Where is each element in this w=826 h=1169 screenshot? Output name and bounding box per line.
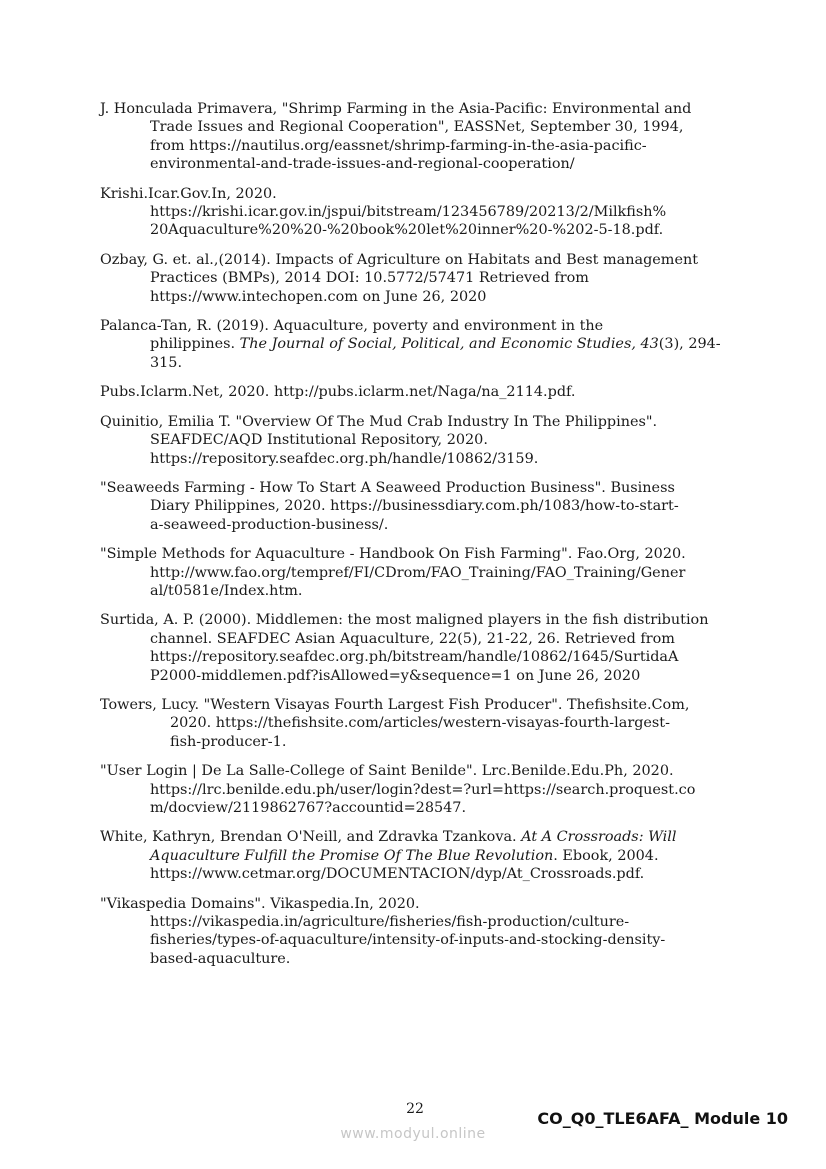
reference-line <box>100 828 728 846</box>
reference-line: fish-producer-1. <box>170 733 287 750</box>
module-code: CO_Q0_TLE6AFA_ Module 10 <box>537 1109 788 1128</box>
reference-line <box>100 847 728 865</box>
reference-line: Practices (BMPs), 2014 DOI: 10.5772/57471 Retrieved from <box>150 270 589 287</box>
reference-line: "Simple Methods for Aquaculture - Handbook On Fish Farming". Fao.Org, 2020. <box>100 546 686 563</box>
reference-line: Ozbay, G. et. al.,(2014). Impacts of Agriculture on Habitats and Best management <box>100 251 699 268</box>
reference-line: Pubs.Iclarm.Net, 2020. http://pubs.iclarm.net/Naga/na_2114.pdf. <box>100 384 576 401</box>
reference-entry-seaweeds <box>100 479 728 534</box>
reference-entry-fao <box>100 545 728 600</box>
reference-line: m/docview/2119862767?accountid=28547. <box>150 800 467 816</box>
reference-line: al/t0581e/Index.htm. <box>150 582 303 599</box>
journal-title: The Journal of Social, Political, and Economic Studies, 43 <box>239 336 659 353</box>
reference-text: . Ebook, 2004. <box>553 847 659 864</box>
reference-line: https://repository.seafdec.org.ph/bitstream/handle/10862/1645/SurtidaA <box>150 649 679 666</box>
reference-line: Surtida, A. P. (2000). Middlemen: the most maligned players in the fish distribution <box>100 612 709 629</box>
reference-line: 20Aquaculture%20%20-%20book%20let%20inner%20-%202-5-18.pdf. <box>150 222 664 239</box>
reference-entry-user-login <box>100 762 728 817</box>
reference-line: channel. SEAFDEC Asian Aquaculture, 22(5), 21-22, 26. Retrieved from <box>150 630 675 647</box>
book-title: At A Crossroads: Will <box>521 829 677 846</box>
reference-line: Towers, Lucy. "Western Visayas Fourth Largest Fish Producer". Thefishsite.Com, <box>100 696 690 713</box>
reference-line: https://krishi.icar.gov.in/jspui/bitstream/123456789/20213/2/Milkfish% <box>150 204 667 221</box>
reference-line: Quinitio, Emilia T. "Overview Of The Mud Crab Industry In The Philippines". <box>100 413 658 430</box>
reference-line: a-seaweed-production-business/. <box>150 516 389 533</box>
reference-line: https://repository.seafdec.org.ph/handle/10862/3159. <box>150 450 539 467</box>
reference-entry-primavera <box>100 100 728 174</box>
reference-line: https://www.cetmar.org/DOCUMENTACION/dyp/At_Crossroads.pdf. <box>150 866 645 883</box>
reference-line: https://lrc.benilde.edu.ph/user/login?dest=?url=https://search.proquest.co <box>150 781 696 798</box>
reference-text: White, Kathryn, Brendan O'Neill, and Zdravka Tzankova. <box>100 829 522 846</box>
reference-line: 315. <box>150 354 183 371</box>
reference-line: 2020. https://thefishsite.com/articles/western-visayas-fourth-largest- <box>170 715 670 732</box>
reference-entry-vikaspedia <box>100 895 728 969</box>
reference-line: http://www.fao.org/tempref/FI/CDrom/FAO_Training/FAO_Training/Gener <box>150 564 686 581</box>
reference-line: J. Honculada Primavera, "Shrimp Farming in the Asia-Pacific: Environmental and <box>100 101 692 117</box>
reference-line: Palanca-Tan, R. (2019). Aquaculture, poverty and environment in the <box>100 318 604 335</box>
reference-entry-quinitio <box>100 413 728 468</box>
reference-line: Krishi.Icar.Gov.In, 2020. <box>100 185 277 202</box>
reference-line: SEAFDEC/AQD Institutional Repository, 2020. <box>150 432 488 449</box>
reference-line: fisheries/types-of-aquaculture/intensity-of-inputs-and-stocking-density- <box>150 932 666 949</box>
reference-line: based-aquaculture. <box>150 950 291 967</box>
reference-entry-palanca-tan <box>100 317 728 372</box>
reference-entry-towers <box>100 696 728 751</box>
reference-entry-iclarm <box>100 383 728 401</box>
reference-line: "Vikaspedia Domains". Vikaspedia.In, 2020. <box>100 895 420 912</box>
reference-text: (3), 294- <box>658 336 721 353</box>
reference-entry-surtida <box>100 611 728 685</box>
reference-line: https://vikaspedia.in/agriculture/fisheries/fish-production/culture- <box>150 914 630 931</box>
reference-line: "Seaweeds Farming - How To Start A Seaweed Production Business". Business <box>100 479 675 496</box>
reference-entry-krishi <box>100 185 728 240</box>
book-title: Aquaculture Fulfill the Promise Of The Blue Revolution <box>150 847 554 864</box>
reference-line: Diary Philippines, 2020. https://businessdiary.com.ph/1083/how-to-start- <box>150 498 679 515</box>
reference-list <box>100 100 728 979</box>
page-number: 22 <box>406 1101 424 1117</box>
watermark: www.modyul.online <box>340 1126 486 1142</box>
reference-line: environmental-and-trade-issues-and-regional-cooperation/ <box>150 156 575 173</box>
reference-line: from https://nautilus.org/eassnet/shrimp-farming-in-the-asia-pacific- <box>150 137 647 154</box>
reference-entry-ozbay <box>100 251 728 306</box>
reference-line: "User Login | De La Salle-College of Saint Benilde". Lrc.Benilde.Edu.Ph, 2020. <box>100 763 674 780</box>
reference-line: P2000-middlemen.pdf?isAllowed=y&sequence=1 on June 26, 2020 <box>150 667 641 684</box>
reference-line: https://www.intechopen.com on June 26, 2020 <box>150 288 487 305</box>
reference-entry-white <box>100 828 728 883</box>
reference-line: Trade Issues and Regional Cooperation", EASSNet, September 30, 1994, <box>150 119 684 136</box>
reference-line <box>100 335 728 353</box>
reference-text: philippines. <box>150 336 240 353</box>
